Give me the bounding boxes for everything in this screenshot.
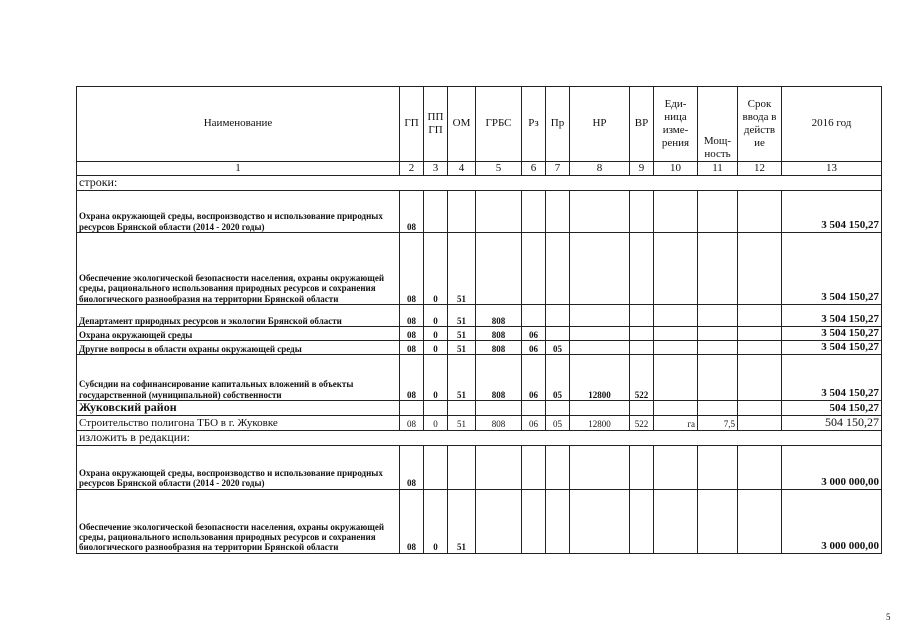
header-term: Срок ввода в действ ие bbox=[738, 87, 782, 162]
cell-power bbox=[698, 233, 738, 305]
cell-term bbox=[738, 341, 782, 355]
table-row bbox=[77, 401, 882, 416]
header-row bbox=[77, 87, 882, 162]
cell-gp: 08 bbox=[400, 327, 424, 341]
column-number: 9 bbox=[630, 162, 654, 176]
cell-vr bbox=[630, 191, 654, 233]
cell-year: 3 504 150,27 bbox=[782, 355, 882, 401]
cell-unit bbox=[654, 341, 698, 355]
cell-om bbox=[448, 445, 476, 489]
cell-unit bbox=[654, 233, 698, 305]
row-name: Другие вопросы в области охраны окружающей среды bbox=[77, 341, 400, 355]
header-pr: Пр bbox=[546, 87, 570, 162]
cell-vr: 522 bbox=[630, 355, 654, 401]
cell-ppgp bbox=[424, 191, 448, 233]
cell-year: 504 150,27 bbox=[782, 416, 882, 431]
cell-unit bbox=[654, 355, 698, 401]
column-number: 13 bbox=[782, 162, 882, 176]
column-number: 12 bbox=[738, 162, 782, 176]
cell-term bbox=[738, 416, 782, 431]
cell-grbs bbox=[476, 401, 522, 416]
cell-rz: 06 bbox=[522, 416, 546, 431]
cell-vr bbox=[630, 327, 654, 341]
cell-pr: 05 bbox=[546, 355, 570, 401]
cell-term bbox=[738, 233, 782, 305]
cell-nr bbox=[570, 489, 630, 553]
row-name: Охрана окружающей среды, воспроизводство и использование природных ресурсов Брянской области (2014 - 2020 годы) bbox=[77, 445, 400, 489]
row-name: Охрана окружающей среды, воспроизводство и использование природных ресурсов Брянской области (2014 - 2020 годы) bbox=[77, 191, 400, 233]
cell-pr bbox=[546, 305, 570, 327]
cell-nr bbox=[570, 445, 630, 489]
table-row bbox=[77, 416, 882, 431]
cell-om: 51 bbox=[448, 341, 476, 355]
cell-grbs: 808 bbox=[476, 355, 522, 401]
cell-year: 3 504 150,27 bbox=[782, 233, 882, 305]
cell-ppgp: 0 bbox=[424, 489, 448, 553]
row-name: Охрана окружающей среды bbox=[77, 327, 400, 341]
cell-unit bbox=[654, 305, 698, 327]
cell-om: 51 bbox=[448, 327, 476, 341]
cell-term bbox=[738, 489, 782, 553]
cell-ppgp: 0 bbox=[424, 305, 448, 327]
row-name: Субсидии на софинансирование капитальных вложений в объекты государственной (муниципальной) собственности bbox=[77, 355, 400, 401]
cell-power bbox=[698, 327, 738, 341]
cell-gp: 08 bbox=[400, 233, 424, 305]
cell-year: 3 504 150,27 bbox=[782, 341, 882, 355]
row-name: Департамент природных ресурсов и экологии Брянской области bbox=[77, 305, 400, 327]
table-row bbox=[77, 327, 882, 341]
cell-nr bbox=[570, 305, 630, 327]
cell-ppgp: 0 bbox=[424, 355, 448, 401]
cell-rz bbox=[522, 191, 546, 233]
cell-om: 51 bbox=[448, 233, 476, 305]
cell-unit bbox=[654, 489, 698, 553]
cell-rz bbox=[522, 401, 546, 416]
cell-gp: 08 bbox=[400, 305, 424, 327]
header-grbs: ГРБС bbox=[476, 87, 522, 162]
cell-power bbox=[698, 489, 738, 553]
cell-grbs: 808 bbox=[476, 341, 522, 355]
cell-term bbox=[738, 327, 782, 341]
cell-grbs: 808 bbox=[476, 305, 522, 327]
column-numbers-row bbox=[77, 162, 882, 176]
cell-gp: 08 bbox=[400, 445, 424, 489]
cell-nr: 12800 bbox=[570, 416, 630, 431]
cell-nr bbox=[570, 327, 630, 341]
cell-rz bbox=[522, 489, 546, 553]
cell-om: 51 bbox=[448, 355, 476, 401]
cell-pr bbox=[546, 191, 570, 233]
section-label: изложить в редакции: bbox=[77, 430, 882, 445]
cell-term bbox=[738, 355, 782, 401]
header-ppgp: ПП ГП bbox=[424, 87, 448, 162]
cell-gp: 08 bbox=[400, 416, 424, 431]
cell-rz: 06 bbox=[522, 327, 546, 341]
cell-om bbox=[448, 191, 476, 233]
header-year: 2016 год bbox=[782, 87, 882, 162]
cell-gp: 08 bbox=[400, 341, 424, 355]
column-number: 2 bbox=[400, 162, 424, 176]
cell-nr bbox=[570, 191, 630, 233]
cell-year: 3 000 000,00 bbox=[782, 445, 882, 489]
section-label: строки: bbox=[77, 176, 882, 191]
table-row bbox=[77, 341, 882, 355]
cell-pr bbox=[546, 445, 570, 489]
cell-ppgp bbox=[424, 401, 448, 416]
cell-vr: 522 bbox=[630, 416, 654, 431]
cell-rz bbox=[522, 233, 546, 305]
cell-rz: 06 bbox=[522, 355, 546, 401]
cell-power: 7,5 bbox=[698, 416, 738, 431]
header-vr: ВР bbox=[630, 87, 654, 162]
cell-ppgp: 0 bbox=[424, 416, 448, 431]
section-label-row bbox=[77, 430, 882, 445]
cell-power bbox=[698, 355, 738, 401]
column-number: 3 bbox=[424, 162, 448, 176]
cell-nr: 12800 bbox=[570, 355, 630, 401]
cell-term bbox=[738, 305, 782, 327]
cell-nr bbox=[570, 341, 630, 355]
cell-vr bbox=[630, 305, 654, 327]
cell-pr: 05 bbox=[546, 416, 570, 431]
cell-vr bbox=[630, 341, 654, 355]
cell-unit bbox=[654, 327, 698, 341]
header-rz: Рз bbox=[522, 87, 546, 162]
cell-gp: 08 bbox=[400, 355, 424, 401]
cell-ppgp bbox=[424, 445, 448, 489]
cell-power bbox=[698, 445, 738, 489]
cell-rz bbox=[522, 445, 546, 489]
cell-unit: га bbox=[654, 416, 698, 431]
cell-grbs: 808 bbox=[476, 416, 522, 431]
cell-om: 51 bbox=[448, 305, 476, 327]
cell-gp bbox=[400, 401, 424, 416]
header-unit: Еди-ница изме-рения bbox=[654, 87, 698, 162]
cell-om: 51 bbox=[448, 489, 476, 553]
table-row bbox=[77, 191, 882, 233]
cell-unit bbox=[654, 401, 698, 416]
cell-grbs: 808 bbox=[476, 327, 522, 341]
cell-year: 3 504 150,27 bbox=[782, 327, 882, 341]
column-number: 10 bbox=[654, 162, 698, 176]
column-number: 8 bbox=[570, 162, 630, 176]
cell-pr: 05 bbox=[546, 341, 570, 355]
cell-om bbox=[448, 401, 476, 416]
cell-power bbox=[698, 305, 738, 327]
cell-ppgp: 0 bbox=[424, 341, 448, 355]
cell-vr bbox=[630, 489, 654, 553]
column-number: 5 bbox=[476, 162, 522, 176]
row-name: Обеспечение экологической безопасности населения, охраны окружающей среды, рационального использования природных ресурсов и сохранения биологического разнообразия на территории Брянской области bbox=[77, 489, 400, 553]
cell-year: 3 504 150,27 bbox=[782, 305, 882, 327]
cell-vr bbox=[630, 401, 654, 416]
cell-term bbox=[738, 191, 782, 233]
cell-term bbox=[738, 401, 782, 416]
column-number: 6 bbox=[522, 162, 546, 176]
cell-ppgp: 0 bbox=[424, 233, 448, 305]
header-name: Наименование bbox=[77, 87, 400, 162]
row-name: Обеспечение экологической безопасности населения, охраны окружающей среды, рационального использования природных ресурсов и сохранения биологического разнообразия на территории Брянской области bbox=[77, 233, 400, 305]
cell-gp: 08 bbox=[400, 191, 424, 233]
column-number: 1 bbox=[77, 162, 400, 176]
header-gp: ГП bbox=[400, 87, 424, 162]
header-nr: НР bbox=[570, 87, 630, 162]
cell-pr bbox=[546, 401, 570, 416]
cell-grbs bbox=[476, 233, 522, 305]
page-number: 5 bbox=[886, 612, 891, 622]
cell-gp: 08 bbox=[400, 489, 424, 553]
cell-vr bbox=[630, 233, 654, 305]
header-om: ОМ bbox=[448, 87, 476, 162]
cell-rz bbox=[522, 305, 546, 327]
cell-term bbox=[738, 445, 782, 489]
cell-pr bbox=[546, 489, 570, 553]
table-row bbox=[77, 305, 882, 327]
cell-power bbox=[698, 401, 738, 416]
cell-om: 51 bbox=[448, 416, 476, 431]
cell-pr bbox=[546, 233, 570, 305]
table-row bbox=[77, 355, 882, 401]
row-name: Жуковский район bbox=[77, 401, 400, 416]
cell-year: 3 000 000,00 bbox=[782, 489, 882, 553]
column-number: 7 bbox=[546, 162, 570, 176]
table-row bbox=[77, 233, 882, 305]
cell-nr bbox=[570, 233, 630, 305]
cell-rz: 06 bbox=[522, 341, 546, 355]
table-row bbox=[77, 445, 882, 489]
cell-vr bbox=[630, 445, 654, 489]
column-number: 11 bbox=[698, 162, 738, 176]
cell-nr bbox=[570, 401, 630, 416]
cell-grbs bbox=[476, 445, 522, 489]
section-label-row bbox=[77, 176, 882, 191]
cell-ppgp: 0 bbox=[424, 327, 448, 341]
column-number: 4 bbox=[448, 162, 476, 176]
cell-grbs bbox=[476, 489, 522, 553]
cell-unit bbox=[654, 191, 698, 233]
cell-unit bbox=[654, 445, 698, 489]
cell-power bbox=[698, 191, 738, 233]
table-row bbox=[77, 489, 882, 553]
cell-pr bbox=[546, 327, 570, 341]
cell-year: 504 150,27 bbox=[782, 401, 882, 416]
header-power: Мощ-ность bbox=[698, 87, 738, 162]
row-name: Строительство полигона ТБО в г. Жуковке bbox=[77, 416, 400, 431]
cell-grbs bbox=[476, 191, 522, 233]
budget-table bbox=[76, 86, 882, 554]
cell-year: 3 504 150,27 bbox=[782, 191, 882, 233]
cell-power bbox=[698, 341, 738, 355]
